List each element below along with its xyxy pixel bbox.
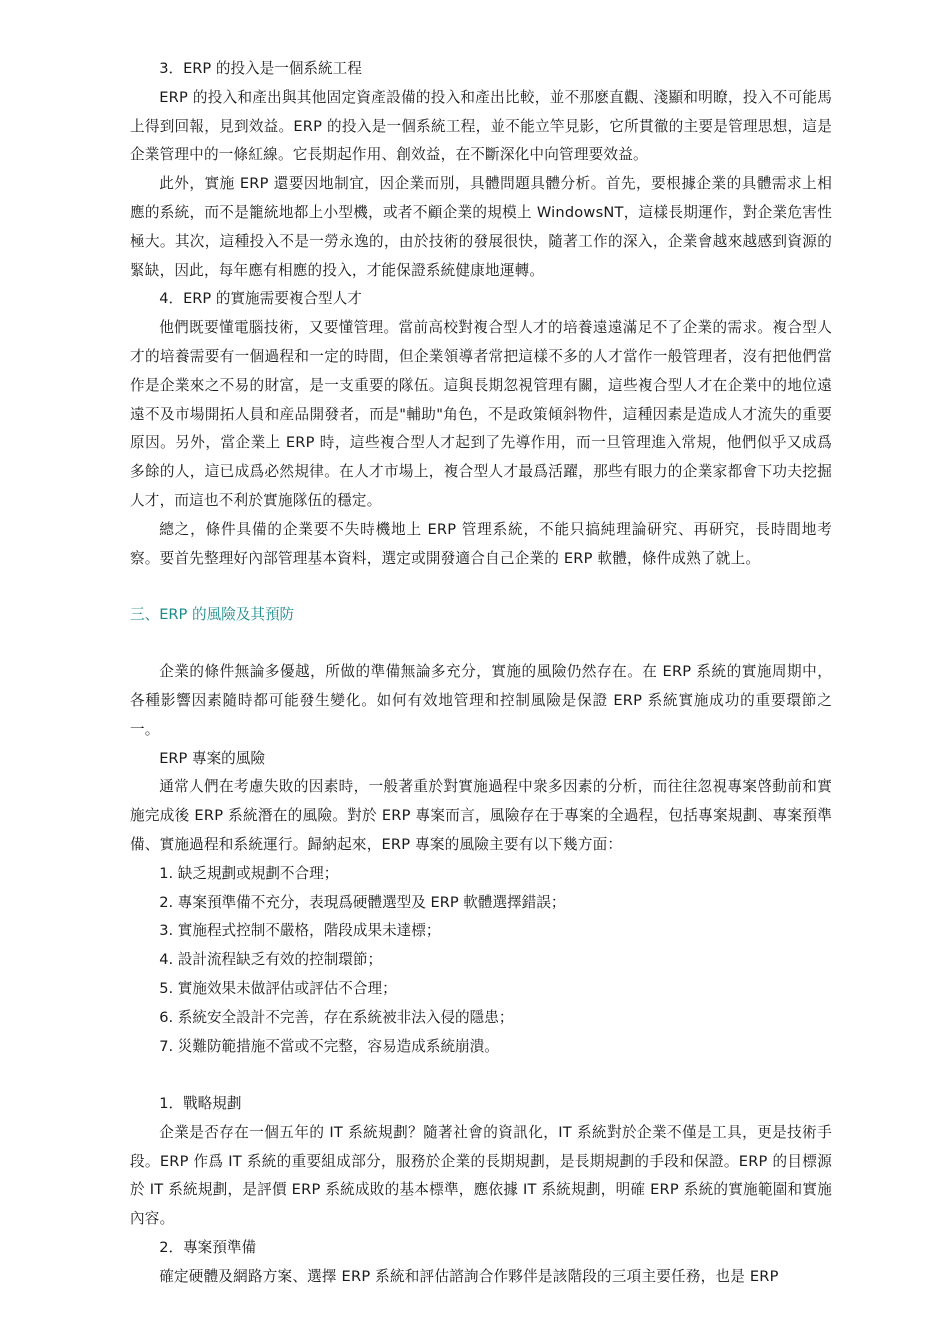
list-item: 6. 系統安全設計不完善，存在系統被非法入侵的隱患； [159,1008,514,1026]
list-item: 4. 設計流程缺乏有效的控制環節； [159,951,383,969]
subheading: 2．專案預準備 [159,1239,257,1257]
paragraph: 確定硬體及網路方案、選擇 ERP 系統和評估諮詢合作夥伴是該階段的三項主要任務，也是 ERP [159,1267,779,1285]
list-item: 5. 實施效果未做評估或評估不合理； [159,979,397,997]
paragraph: 企業是否存在一個五年的 IT 系統規劃？隨著社會的資訊化，IT 系統對於企業不僅是工具，更是技術手段。ERP 作爲 IT 系統的重要組成部分，服務於企業的長期規劃，是長期規劃的手段和保證。ERP 的目標源於 IT 系統規劃，是評價 ERP 系統成敗的基本標準，應依據 IT 系統規劃，明確 ERP 系統的實施範圍和實施內容。 [130,1123,832,1228]
list-item: 2. 專案預準備不充分，表現爲硬體選型及 ERP 軟體選擇錯誤； [159,893,566,911]
list-item: 1. 缺乏規劃或規劃不合理； [159,864,339,882]
paragraph: 通常人們在考慮失敗的因素時，一般著重於對實施過程中衆多因素的分析，而往往忽視專案啓動前和實施完成後 ERP 系統潛在的風險。對於 ERP 專案而言，風險存在于專案的全過程，包括專案規劃、專案預準備、實施過程和系統運行。歸納起來，ERP 專案的風險主要有以下幾方面： [130,778,832,853]
subheading: ERP 專案的風險 [159,749,265,767]
paragraph: 總之，條件具備的企業要不失時機地上 ERP 管理系統，不能只搞純理論研究、再研究，長時間地考察。要首先整理好內部管理基本資料，選定或開發適合自己企業的 ERP 軟體，條件成熟了就上。 [130,520,832,567]
blank-line [130,1061,832,1090]
paragraph: 他們既要懂電腦技術，又要懂管理。當前高校對複合型人才的培養遠遠滿足不了企業的需求。複合型人才的培養需要有一個過程和一定的時間，但企業領導者常把這樣不多的人才當作一般管理者，沒有把他們當作是企業來之不易的財富，是一支重要的隊伍。這與長期忽視管理有關，這些複合型人才在企業中的地位遠遠不及市場開拓人員和産品開發者，而是"輔助"角色，不是政策傾斜物件，這種因素是造成人才流失的重要原因。另外，當企業上 ERP 時，這些複合型人才起到了先導作用，而一旦管理進入常規，他們似乎又成爲多餘的人，這已成爲必然規律。在人才市場上，複合型人才最爲活躍，那些有眼力的企業家都會下功夫挖掘人才，而這也不利於實施隊伍的穩定。 [130,319,832,509]
subheading: 4．ERP 的實施需要複合型人才 [159,290,362,308]
subheading: 3．ERP 的投入是一個系統工程 [159,60,362,77]
list-item: 7. 災難防範措施不當或不完整，容易造成系統崩潰。 [159,1037,499,1055]
paragraph: 此外，實施 ERP 還要因地制宜，因企業而別，具體問題具體分析。首先，要根據企業的具體需求上相應的系統，而不是籠統地都上小型機，或者不顧企業的規模上 WindowsNT，這樣長期運作，對企業危害性極大。其次，這種投入不是一勞永逸的，由於技術的發展很快，隨著工作的深入，企業會越來越感到資源的緊缺，因此，每年應有相應的投入，才能保證系統健康地運轉。 [130,175,832,279]
paragraph: 企業的條件無論多優越，所做的準備無論多充分，實施的風險仍然存在。在 ERP 系統的實施周期中，各種影響因素隨時都可能發生變化。如何有效地管理和控制風險是保證 ERP 系統實施成功的重要環節之一。 [130,663,832,738]
subheading: 1．戰略規劃 [159,1095,242,1113]
section-title: 三、ERP 的風險及其預防 [130,606,295,624]
paragraph: ERP 的投入和產出與其他固定資產設備的投入和產出比較，並不那麽直觀、淺顯和明瞭，投入不可能馬上得到回報，見到效益。ERP 的投入是一個系統工程，並不能立竿見影，它所貫徹的主要是管理思想，這是企業管理中的一條紅線。它長期起作用、創效益，在不斷深化中向管理要效益。 [130,88,832,164]
list-item: 3. 實施程式控制不嚴格，階段成果未達標； [159,922,441,940]
